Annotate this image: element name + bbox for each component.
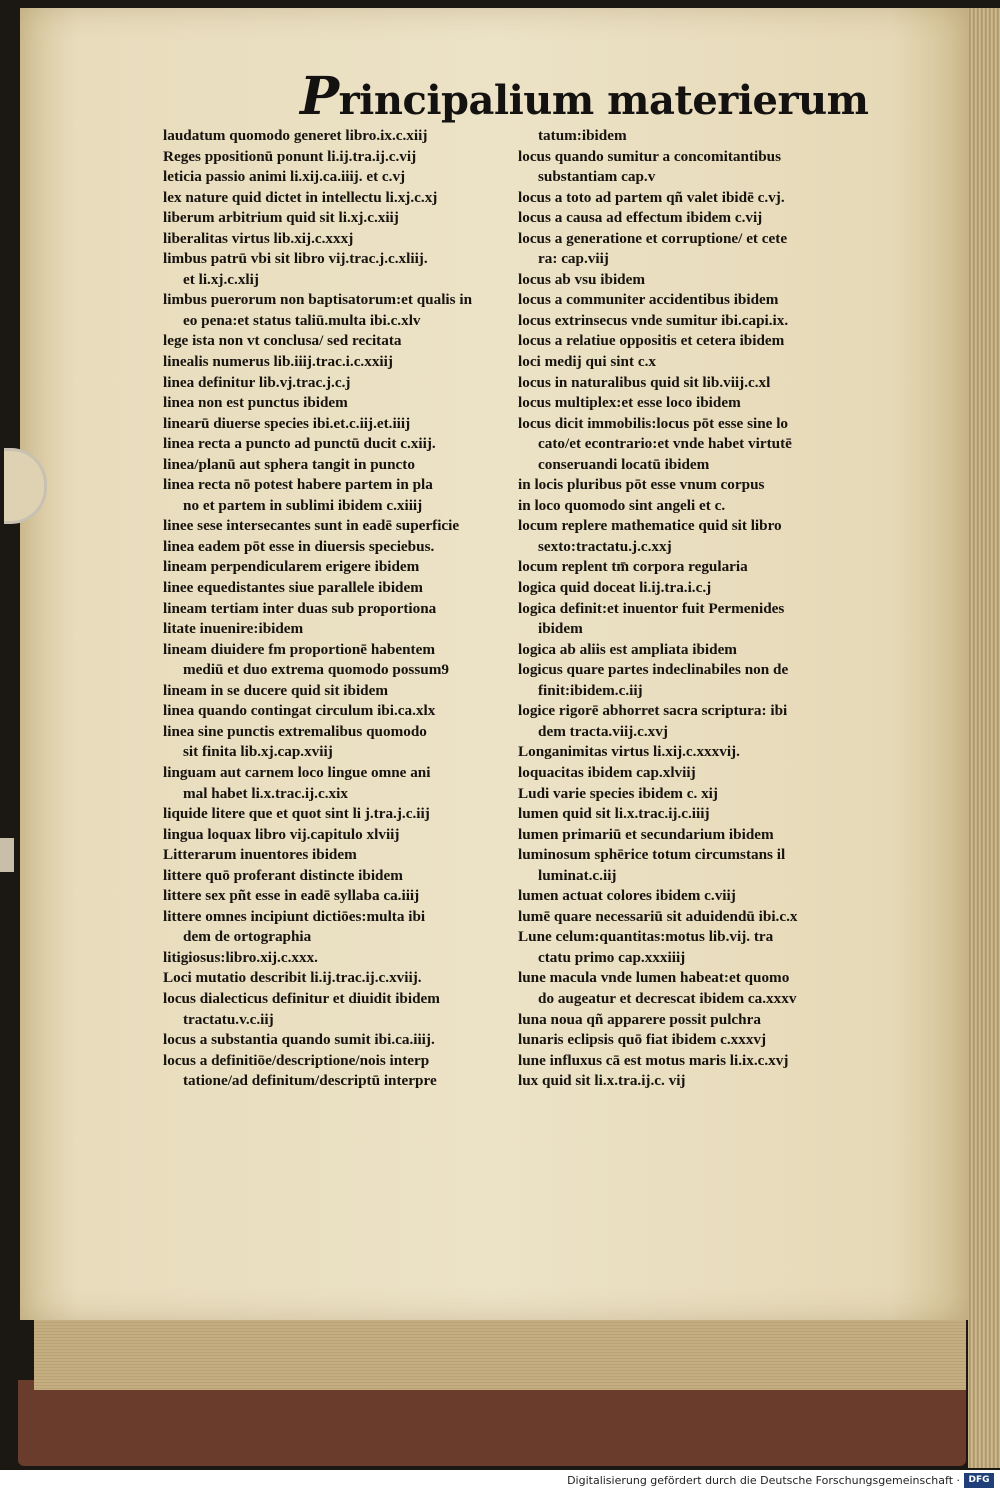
index-entry: Lune celum:quantitas:motus lib.vij. tra: [518, 928, 774, 946]
index-entry: tatione/ad definitum/descriptū interpre: [183, 1072, 437, 1090]
index-entry: locus extrinsecus vnde sumitur ibi.capi.ix.: [518, 311, 789, 329]
index-entry: linearū diuerse species ibi.et.c.iij.et.iiij: [163, 414, 411, 432]
index-entry: locum replere mathematice quid sit libro: [518, 517, 782, 535]
index-entry: linealis numerus lib.iiij.trac.i.c.xxiij: [163, 353, 393, 371]
index-entry: Litterarum inuentores ibidem: [163, 846, 357, 864]
index-entry: lineam diuidere fm proportionē habentem: [163, 640, 435, 658]
footer-bar: [0, 1470, 1000, 1492]
index-entry: linea recta a puncto ad punctū ducit c.xiij.: [163, 435, 436, 453]
index-entry: in loco quomodo sint angeli et c.: [518, 496, 726, 514]
index-entry: lumen actuat colores ibidem c.viij: [518, 887, 736, 905]
page-edges-bottom: [34, 1318, 966, 1390]
index-entry: lineam perpendicularem erigere ibidem: [163, 558, 420, 576]
index-entry: locus a definitiōe/descriptione/nois interp: [163, 1051, 430, 1069]
index-entry: locus a communiter accidentibus ibidem: [518, 291, 779, 309]
index-entry: locum replent tm̄ corpora regularia: [518, 558, 748, 576]
index-entry: linea recta nō potest habere partem in pla: [163, 476, 433, 494]
index-entry: tractatu.v.c.iij: [183, 1010, 274, 1028]
index-entry: in locis pluribus pōt esse vnum corpus: [518, 476, 765, 494]
index-entry: lineam in se ducere quid sit ibidem: [163, 681, 389, 699]
index-entry: luminat.c.iij: [538, 866, 617, 884]
index-entry: logica quid doceat li.ij.tra.i.c.j: [518, 579, 712, 597]
heading-rest: rincipalium materierum: [338, 77, 869, 124]
index-entry: locus a toto ad partem qñ valet ibidē c.vj.: [518, 188, 785, 206]
index-entry: logicus quare partes indeclinabiles non de: [518, 661, 789, 679]
index-entry: linea eadem pōt esse in diuersis speciebus.: [163, 537, 435, 555]
index-entry: liberalitas virtus lib.xij.c.xxxj: [163, 229, 354, 247]
index-entry: linea sine punctis extremalibus quomodo: [163, 722, 427, 740]
index-entry: no et partem in sublimi ibidem c.xiiij: [183, 496, 423, 514]
index-entry: limbus puerorum non baptisatorum:et qualis in: [163, 291, 473, 309]
index-entry: locus dicit immobilis:locus pōt esse sine lo: [518, 414, 789, 432]
index-entry: dem de ortographia: [183, 928, 312, 946]
index-entry: Reges ppositionū ponunt li.ij.tra.ij.c.vij: [163, 147, 417, 165]
index-column-right: [518, 126, 870, 1092]
index-entry: lune influxus cā est motus maris li.ix.c.xvj: [518, 1051, 789, 1069]
index-entry: logica definit:et inuentor fuit Permenides: [518, 599, 785, 617]
index-entry: lineam tertiam inter duas sub proportiona: [163, 599, 437, 617]
index-entry: loci medij qui sint c.x: [518, 353, 656, 371]
index-entry: lingua loquax libro vij.capitulo xlviij: [163, 825, 400, 843]
index-entry: locus quando sumitur a concomitantibus: [518, 147, 782, 165]
page-edges-right: [968, 8, 1000, 1468]
index-entry: lege ista non vt conclusa/ sed recitata: [163, 332, 402, 350]
index-entry: littere quō proferant distincte ibidem: [163, 866, 403, 884]
index-entry: limbus patrū vbi sit libro vij.trac.j.c.xliij.: [163, 250, 428, 268]
index-entry: ctatu primo cap.xxxiiij: [538, 948, 686, 966]
index-entry: mediū et duo extrema quomodo possum9: [183, 661, 449, 679]
index-entry: Loci mutatio describit li.ij.trac.ij.c.xviij.: [163, 969, 422, 987]
index-entry: sit finita lib.xj.cap.xviij: [183, 743, 333, 761]
index-entry: lunaris eclipsis quō fiat ibidem c.xxxvj: [518, 1031, 767, 1049]
index-entry: cato/et econtrario:et vnde habet virtutē: [538, 435, 792, 453]
index-entry: locus a causa ad effectum ibidem c.vij: [518, 209, 763, 227]
index-entry: mal habet li.x.trac.ij.c.xix: [183, 784, 348, 802]
index-entry: Longanimitas virtus li.xij.c.xxxvij.: [518, 743, 740, 761]
index-entry: eo pena:et status taliū.multa ibi.c.xlv: [183, 311, 421, 329]
index-entry: luminosum sphērice totum circumstans il: [518, 846, 786, 864]
index-entry: locus ab vsu ibidem: [518, 270, 646, 288]
page-clip-lower: [0, 838, 14, 872]
index-entry: logice rigorē abhorret sacra scriptura: ibi: [518, 702, 788, 720]
book-cover-board: [18, 1380, 966, 1466]
index-entry: loquacitas ibidem cap.xlviij: [518, 763, 696, 781]
index-entry: linee sese intersecantes sunt in eadē superficie: [163, 517, 460, 535]
index-entry: litigiosus:libro.xij.c.xxx.: [163, 948, 318, 966]
index-entry: liquide litere que et quot sint li j.tra.j.c.iij: [163, 805, 430, 823]
index-entry: littere omnes incipiunt dictiōes:multa ibi: [163, 907, 426, 925]
index-entry: locus a substantia quando sumit ibi.ca.iiij.: [163, 1031, 435, 1049]
index-entry: laudatum quomodo generet libro.ix.c.xiij: [163, 127, 428, 144]
index-entry: finit:ibidem.c.iij: [538, 681, 643, 699]
index-entry: ra: cap.viij: [538, 250, 609, 268]
index-entry: linea/planū aut sphera tangit in puncto: [163, 455, 415, 473]
index-entry: substantiam cap.v: [538, 168, 656, 186]
index-entry: linguam aut carnem loco lingue omne ani: [163, 763, 431, 781]
index-entry: linee equedistantes siue parallele ibidem: [163, 579, 423, 597]
index-entry: locus dialecticus definitur et diuidit ibidem: [163, 989, 440, 1007]
index-entry: tatum:ibidem: [538, 127, 627, 144]
index-entry: sexto:tractatu.j.c.xxj: [538, 537, 672, 555]
index-entry: linea definitur lib.vj.trac.j.c.j: [163, 373, 351, 391]
index-entry: luna noua qñ apparere possit pulchra: [518, 1010, 761, 1028]
heading-initial: P: [300, 66, 339, 127]
index-entry: logica ab aliis est ampliata ibidem: [518, 640, 737, 658]
index-entry: conseruandi locatū ibidem: [538, 455, 710, 473]
index-entry: et li.xj.c.xlij: [183, 270, 259, 288]
index-entry: lex nature quid dictet in intellectu li.xj.c.xj: [163, 188, 438, 206]
index-entry: dem tracta.viij.c.xvj: [538, 722, 668, 740]
index-entry: locus a generatione et corruptione/ et cete: [518, 229, 788, 247]
funding-credit: Digitalisierung gefördert durch die Deutsche Forschungsgemeinschaft ·: [567, 1474, 960, 1487]
index-entry: locus in naturalibus quid sit lib.viij.c.xl: [518, 373, 771, 391]
index-entry: leticia passio animi li.xij.ca.iiij. et c.vj: [163, 168, 406, 186]
index-entry: lux quid sit li.x.tra.ij.c. vij: [518, 1072, 686, 1090]
dfg-logo: DFG: [964, 1473, 994, 1488]
index-entry: littere sex pñt esse in eadē syllaba ca.iiij: [163, 887, 420, 905]
index-entry: locus a relatiue oppositis et cetera ibidem: [518, 332, 785, 350]
index-entry: lumē quare necessariū sit aduidendū ibi.c.x: [518, 907, 798, 925]
index-entry: locus multiplex:et esse loco ibidem: [518, 394, 741, 412]
index-entry: linea quando contingat circulum ibi.ca.xlx: [163, 702, 436, 720]
index-entry: litate inuenire:ibidem: [163, 620, 304, 638]
index-entry: linea non est punctus ibidem: [163, 394, 348, 412]
index-entry: Ludi varie species ibidem c. xij: [518, 784, 718, 802]
page-heading: [300, 66, 869, 127]
index-entry: liberum arbitrium quid sit li.xj.c.xiij: [163, 209, 399, 227]
index-entry: do augeatur et decrescat ibidem ca.xxxv: [538, 989, 797, 1007]
index-entry: lumen primariū et secundarium ibidem: [518, 825, 774, 843]
index-column-left: [163, 126, 513, 1092]
index-entry: lumen quid sit li.x.trac.ij.c.iiij: [518, 805, 710, 823]
index-entry: lune macula vnde lumen habeat:et quomo: [518, 969, 790, 987]
index-entry: ibidem: [538, 620, 583, 638]
